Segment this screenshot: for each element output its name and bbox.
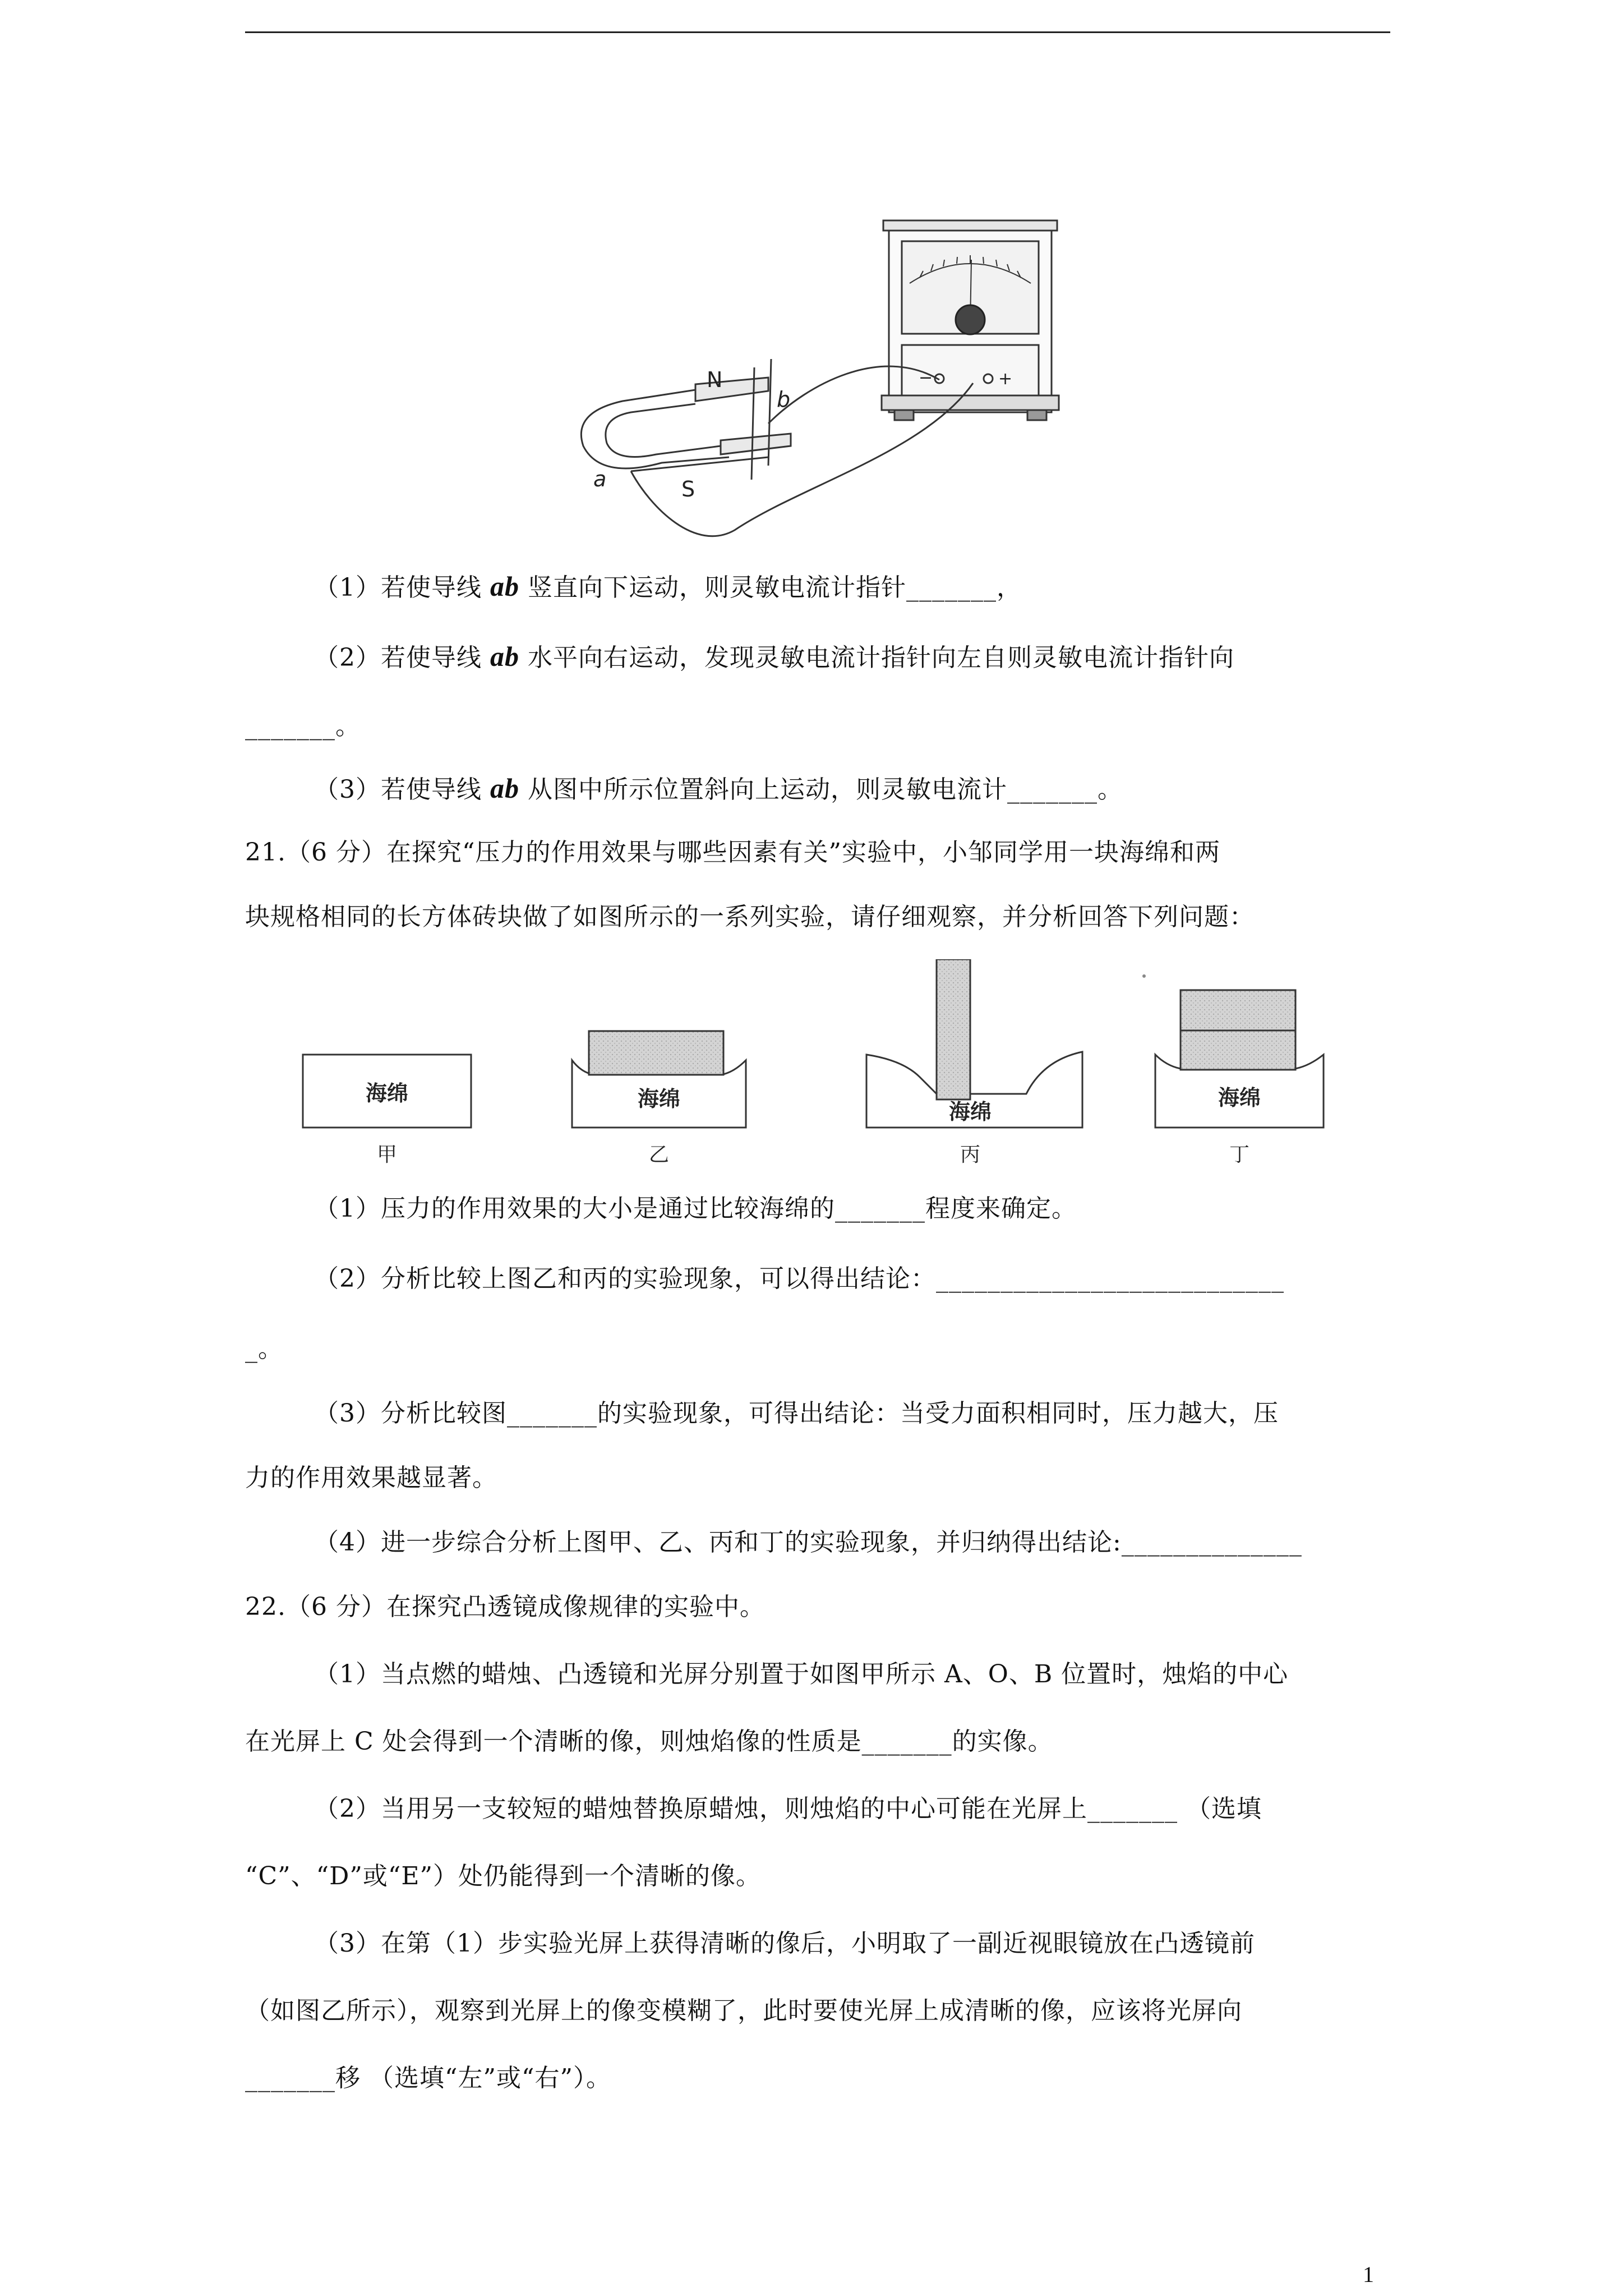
q22-part2-line2: “C”、“D”或“E”）处仍能得到一个清晰的像。 (245, 1862, 762, 1890)
caption-bing: 丙 (960, 1143, 981, 1166)
q20-part1-suffix: 竖直向下运动，则灵敏电流计指针_______， (519, 573, 1022, 602)
q20-part1 (314, 569, 1022, 605)
caption-ding: 丁 (1229, 1143, 1250, 1166)
q22-part1-line2: 在光屏上 C 处会得到一个清晰的像，则烛焰像的性质是_______的实像。 (245, 1727, 1053, 1756)
wire-a-label: a (593, 467, 607, 491)
q20-part3-prefix: （3）若使导线 (314, 775, 490, 804)
magnet-s-label: S (681, 477, 695, 501)
q21-intro-line1: 21.（6 分）在探究“压力的作用效果与哪些因素有关”实验中，小邹同学用一块海绵和两 (245, 838, 1220, 867)
q21-part2-continued: _。 (245, 1335, 283, 1363)
q22-part2-line1: （2）当用另一支较短的蜡烛替换原蜡烛，则烛焰的中心可能在光屏上_______ （选填 (314, 1795, 1262, 1823)
terminal-plus-label: + (998, 369, 1013, 389)
q20-part3-suffix: 从图中所示位置斜向上运动，则灵敏电流计_______。 (519, 775, 1123, 804)
q21-intro-line2: 块规格相同的长方体砖块做了如图所示的一系列实验，请仔细观察，并分析回答下列问题： (245, 903, 1255, 931)
magnet-n-label: N (707, 367, 723, 392)
q20-part3 (314, 771, 1123, 807)
q20-part2-ab: ab (490, 641, 519, 672)
q22-part3-line1: （3）在第（1）步实验光屏上获得清晰的像后，小明取了一副近视眼镜放在凸透镜前 (314, 1929, 1255, 1958)
sponge-label-bing: 海绵 (948, 1099, 992, 1124)
q20-part2-suffix: 水平向右运动，发现灵敏电流计指针向左自则灵敏电流计指针向 (519, 643, 1234, 672)
sponge-label-ding: 海绵 (1218, 1085, 1261, 1110)
caption-yi: 乙 (648, 1143, 670, 1166)
brick-ding-bottom (1181, 1030, 1295, 1070)
sponge-label-jia: 海绵 (365, 1081, 409, 1106)
wire-b-label: b (777, 387, 791, 412)
q21-part3-line1: （3）分析比较图_______的实验现象，可得出结论：当受力面积相同时，压力越大，压 (314, 1399, 1279, 1428)
q20-part2 (314, 639, 1234, 675)
q20-part2-prefix: （2）若使导线 (314, 643, 490, 672)
sponge-experiment-figure (297, 959, 1363, 1184)
brick-bing (937, 959, 970, 1099)
brick-ding-top (1181, 990, 1295, 1030)
terminal-minus-label: − (919, 368, 933, 388)
q20-part1-ab: ab (490, 570, 519, 602)
q21-part2: （2）分析比较上图乙和丙的实验现象，可以得出结论：___________________________ (314, 1264, 1284, 1293)
q22-part3-line2: （如图乙所示），观察到光屏上的像变模糊了，此时要使光屏上成清晰的像，应该将光屏向 (245, 1996, 1242, 2025)
q20-part3-ab: ab (490, 772, 519, 804)
q22-intro: 22.（6 分）在探究凸透镜成像规律的实验中。 (245, 1593, 765, 1621)
q20-part1-prefix: （1）若使导线 (314, 573, 490, 602)
brick-yi (589, 1031, 723, 1075)
header-rule (245, 31, 1390, 33)
q22-part1-line1: （1）当点燃的蜡烛、凸透镜和光屏分别置于如图甲所示 A、O、B 位置时，烛焰的中心 (314, 1660, 1289, 1688)
q20-part2-continued: _______。 (245, 712, 361, 740)
galvanometer-figure (566, 216, 1060, 553)
sponge-label-yi: 海绵 (637, 1087, 681, 1111)
page-number: 1 (1363, 2262, 1374, 2287)
q21-part3-line2: 力的作用效果越显著。 (245, 1464, 497, 1492)
caption-jia: 甲 (376, 1143, 398, 1166)
q22-part3-line3: _______移 （选填“左”或“右”）。 (245, 2064, 611, 2092)
q21-part4: （4）进一步综合分析上图甲、乙、丙和丁的实验现象，并归纳得出结论:______________ (314, 1528, 1302, 1557)
q21-part1: （1）压力的作用效果的大小是通过比较海绵的_______程度来确定。 (314, 1194, 1077, 1223)
